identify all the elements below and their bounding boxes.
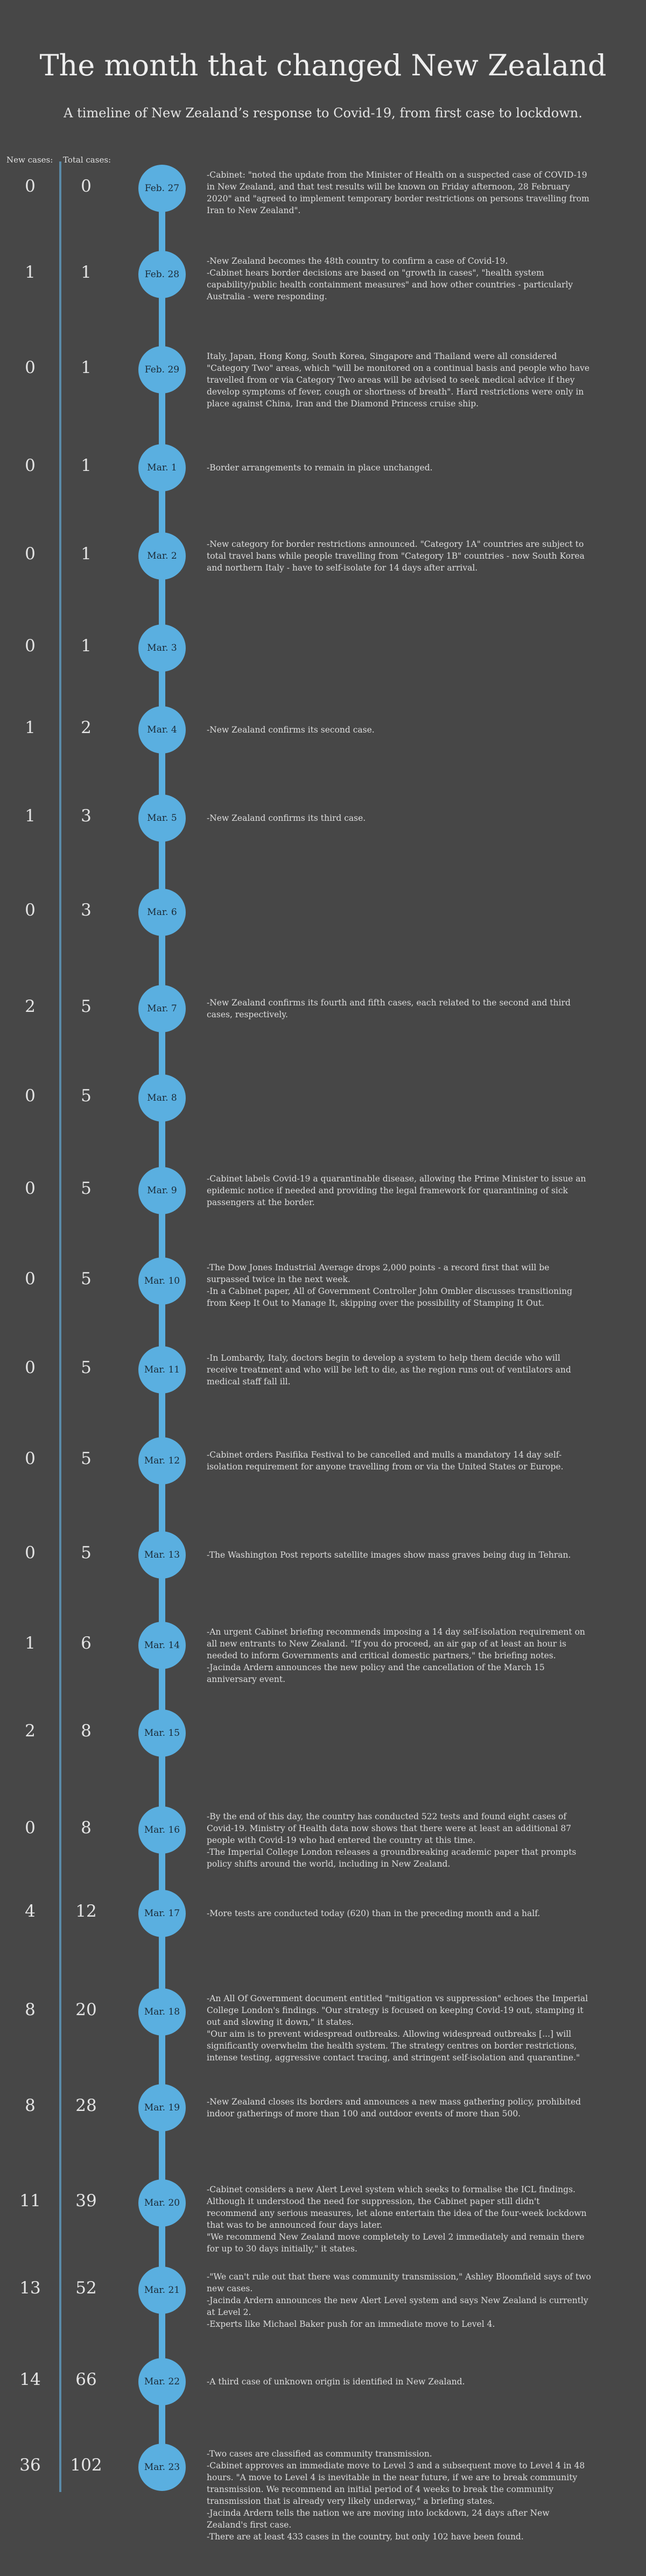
event-text: -Cabinet hears border decisions are based on "growth in cases", "health system capability/public health containment measures" and how other countries - particularly Australia - were responding.: [207, 268, 573, 301]
event-text: -New Zealand confirms its second case.: [207, 725, 375, 735]
event-list: [207, 2271, 592, 2330]
event-list: [207, 812, 592, 824]
event-list: [207, 169, 592, 216]
new-cases-value: 0: [25, 1086, 36, 1106]
date-node: Mar. 4: [138, 706, 186, 754]
new-cases-value: 0: [25, 1449, 36, 1468]
total-cases-value: 5: [81, 1179, 92, 1198]
date-node: Mar. 13: [138, 1531, 186, 1579]
event-text: "We recommend New Zealand move completely to Level 2 immediately and remain there for up to 30 days initially," it states.: [207, 2232, 585, 2254]
total-cases-value: 5: [81, 1543, 92, 1563]
timeline-row: [0, 2272, 646, 2329]
timeline-row: [0, 1263, 646, 1308]
event-text: -Jacinda Ardern announces the new Alert Level system and says New Zealand is currently at Level 2.: [207, 2296, 588, 2317]
date-node: Mar. 5: [138, 794, 186, 842]
date-node: Mar. 10: [138, 1257, 186, 1305]
event-list: [207, 2448, 592, 2543]
event-list: [207, 255, 592, 302]
event-text: -More tests are conducted today (620) than in the preceding month and a half.: [207, 1909, 540, 1918]
new-cases-value: 4: [25, 1902, 36, 1921]
total-cases-value: 20: [75, 2000, 97, 2019]
total-cases-header: Total cases:: [63, 155, 111, 165]
event-list: [207, 1811, 592, 1870]
date-node: Mar. 15: [138, 1709, 186, 1757]
timeline-row: [0, 539, 646, 573]
timeline-row: [0, 2096, 646, 2118]
new-cases-value: 14: [19, 2370, 41, 2389]
event-text: -The Dow Jones Industrial Average drops 2,000 points - a record first that will be surpassed twice in the next week.: [207, 1263, 550, 1284]
total-cases-value: 1: [81, 358, 92, 377]
date-node: Mar. 12: [138, 1437, 186, 1484]
total-cases-value: 8: [81, 1818, 92, 1838]
event-text: -Cabinet considers a new Alert Level system which seeks to formalise the ICL findings. Although it understood the need for suppression, the Cabinet paper still didn't recommend any serious measures, let alone entertain the idea of the four-week lockdown that was to be announced four days later.: [207, 2185, 587, 2230]
event-text: Italy, Japan, Hong Kong, South Korea, Singapore and Thailand were all considered "Category Two" areas, which "will be monitored on a continual basis and people who have travelled from or via Category Two areas will be advised to seek medical advice if they develop symptoms of fever, cough or shortness of breath". Hard restrictions were only in place against China, Iran and the Diamond Princess cruise ship.: [207, 351, 590, 409]
timeline-row: [0, 1174, 646, 1207]
new-cases-value: 0: [25, 1543, 36, 1563]
event-text: -There are at least 433 cases in the country, but only 102 have been found.: [207, 2532, 524, 2542]
event-list: [207, 1352, 592, 1388]
total-cases-value: 1: [81, 636, 92, 656]
event-text: -Cabinet approves an immediate move to Level 3 and a subsequent move to Level 4 in 48 hours. "A move to Level 4 is inevitable in the near future, if we are to break community transmission. We recommend an initial period of 4 weeks to break the community transmission that is already very likely underway," a briefing states.: [207, 2461, 585, 2506]
new-cases-value: 13: [19, 2278, 41, 2298]
event-text: -Jacinda Ardern announces the new policy and the cancellation of the March 15 anniversary event.: [207, 1663, 545, 1684]
timeline-row: [0, 170, 646, 215]
timeline-row: [0, 351, 646, 409]
date-node: Mar. 22: [138, 2358, 186, 2405]
timeline-row: [0, 1994, 646, 2063]
new-cases-value: 0: [25, 177, 36, 196]
event-text: -Cabinet labels Covid-19 a quarantinable disease, allowing the Prime Minister to issue an epidemic notice if needed and providing the legal framework for quarantining of sick passengers at the border.: [207, 1174, 586, 1207]
new-cases-value: 8: [25, 2000, 36, 2019]
total-cases-value: 3: [81, 806, 92, 826]
event-text: -An All Of Government document entitled "mitigation vs suppression" echoes the Imperial College London's findings. "Our strategy is focused on keeping Covid-19 out, stamping it out and slowing it down," it states.: [207, 1994, 588, 2027]
total-cases-value: 1: [81, 544, 92, 564]
date-node: Mar. 8: [138, 1074, 186, 1122]
event-text: -A third case of unknown origin is identified in New Zealand.: [207, 2377, 465, 2387]
new-cases-value: 0: [25, 1269, 36, 1289]
event-text: -New Zealand confirms its fourth and fifth cases, each related to the second and third cases, respectively.: [207, 998, 571, 1019]
event-text: -In a Cabinet paper, All of Government Controller John Ombler discusses transitioning from Keep It Out to Manage It, skipping over the possibility of Stamping It Out.: [207, 1286, 573, 1308]
total-cases-value: 102: [70, 2455, 102, 2475]
new-cases-value: 1: [25, 263, 36, 282]
timeline-row: [0, 2449, 646, 2542]
timeline-row: [0, 2185, 646, 2254]
total-cases-value: 5: [81, 1269, 92, 1289]
new-cases-value: 0: [25, 456, 36, 475]
new-cases-value: 1: [25, 806, 36, 826]
new-cases-value: 0: [25, 1179, 36, 1198]
page-title: The month that changed New Zealand: [39, 48, 607, 82]
timeline-row: [0, 1902, 646, 1921]
timeline-row: [0, 1721, 646, 1741]
timeline-row: [0, 718, 646, 737]
date-node: Mar. 7: [138, 985, 186, 1032]
new-cases-value: 11: [19, 2191, 41, 2211]
date-node: Mar. 21: [138, 2267, 186, 2314]
event-text: -Cabinet: "noted the update from the Minister of Health on a suspected case of COVID-19 in New Zealand, and that test results will be known on Friday afternoon, 28 February 2020" and "agreed to implement temporary border restrictions on persons travelling from Iran to New Zealand".: [207, 170, 589, 215]
timeline-row: [0, 1543, 646, 1563]
event-list: [207, 462, 592, 474]
event-list: [207, 2184, 592, 2255]
event-list: [207, 538, 592, 574]
new-cases-value: 0: [25, 1818, 36, 1838]
timeline-row: [0, 997, 646, 1019]
total-cases-value: 5: [81, 997, 92, 1016]
total-cases-value: 39: [75, 2191, 97, 2211]
event-text: -In Lombardy, Italy, doctors begin to develop a system to help them decide who will receive treatment and who will be left to die, as the region runs out of ventilators and medical staff fall ill.: [207, 1353, 571, 1386]
total-cases-value: 52: [75, 2278, 97, 2298]
timeline-row: [0, 1812, 646, 1869]
event-list: [207, 1173, 592, 1208]
event-text: -Border arrangements to remain in place unchanged.: [207, 463, 433, 473]
total-cases-value: 28: [75, 2096, 97, 2115]
new-cases-value: 0: [25, 358, 36, 377]
new-cases-header: New cases:: [6, 155, 53, 165]
timeline-row: [0, 1353, 646, 1386]
total-cases-value: 8: [81, 1721, 92, 1741]
date-node: Mar. 18: [138, 1988, 186, 2036]
total-cases-value: 1: [81, 456, 92, 475]
new-cases-value: 0: [25, 1358, 36, 1377]
total-cases-value: 5: [81, 1086, 92, 1106]
date-node: Mar. 2: [138, 532, 186, 580]
event-text: -Cabinet orders Pasifika Festival to be cancelled and mulls a mandatory 14 day self-isolation requirement for anyone travelling from or via the United States or Europe.: [207, 1450, 564, 1472]
total-cases-value: 12: [75, 1902, 97, 1921]
event-list: [207, 1993, 592, 2064]
event-list: [207, 997, 592, 1020]
date-node: Mar. 14: [138, 1622, 186, 1669]
new-cases-value: 2: [25, 997, 36, 1016]
date-node: Mar. 6: [138, 889, 186, 936]
date-node: Mar. 3: [138, 624, 186, 672]
page-subtitle: A timeline of New Zealand’s response to Covid-19, from first case to lockdown.: [64, 105, 582, 121]
new-cases-value: 8: [25, 2096, 36, 2115]
timeline-row: [0, 1086, 646, 1106]
date-node: Mar. 20: [138, 2179, 186, 2227]
event-text: "Our aim is to prevent widespread outbreaks. Allowing widespread outbreaks [...] will significantly overwhelm the health system. The strategy centres on border restrictions, intense testing, aggressive contact tracing, and stringent self-isolation and quarantine.": [207, 2029, 580, 2063]
new-cases-value: 0: [25, 900, 36, 920]
event-list: [207, 2096, 592, 2120]
timeline-row: [0, 456, 646, 475]
timeline-row: [0, 1449, 646, 1472]
date-node: Mar. 11: [138, 1346, 186, 1393]
event-list: [207, 2376, 592, 2388]
total-cases-value: 5: [81, 1449, 92, 1468]
event-text: -The Washington Post reports satellite images show mass graves being dug in Tehran.: [207, 1550, 571, 1560]
total-cases-value: 6: [81, 1634, 92, 1653]
new-cases-value: 1: [25, 1634, 36, 1653]
new-cases-value: 2: [25, 1721, 36, 1741]
timeline-row: [0, 256, 646, 301]
event-list: [207, 724, 592, 736]
total-cases-value: 2: [81, 718, 92, 737]
event-list: [207, 1262, 592, 1309]
date-node: Feb. 27: [138, 165, 186, 212]
event-text: -New Zealand confirms its third case.: [207, 813, 366, 823]
total-cases-value: 5: [81, 1358, 92, 1377]
timeline-row: [0, 900, 646, 920]
event-list: [207, 1908, 592, 1919]
event-text: -"We can't rule out that there was community transmission," Ashley Bloomfield says of two new cases.: [207, 2272, 591, 2293]
date-node: Mar. 9: [138, 1167, 186, 1214]
new-cases-value: 0: [25, 544, 36, 564]
date-node: Feb. 28: [138, 251, 186, 298]
new-cases-value: 36: [19, 2455, 41, 2475]
event-text: -The Imperial College London releases a groundbreaking academic paper that prompts policy shifts around the world, including in New Zealand.: [207, 1847, 577, 1869]
date-node: Mar. 17: [138, 1890, 186, 1937]
event-text: -An urgent Cabinet briefing recommends imposing a 14 day self-isolation requirement on all new entrants to New Zealand. "If you do proceed, an air gap of at least an hour is needed to inform Governments and critical domestic partners," the briefing notes.: [207, 1627, 585, 1660]
total-cases-value: 66: [75, 2370, 97, 2389]
date-node: Mar. 1: [138, 444, 186, 491]
date-node: Mar. 23: [138, 2444, 186, 2491]
new-cases-value: 0: [25, 636, 36, 656]
total-cases-value: 1: [81, 263, 92, 282]
date-node: Mar. 19: [138, 2084, 186, 2131]
event-list: [207, 1626, 592, 1685]
timeline-row: [0, 806, 646, 826]
timeline-row: [0, 636, 646, 656]
total-cases-value: 3: [81, 900, 92, 920]
event-text: -Jacinda Ardern tells the nation we are moving into lockdown, 24 days after New Zealand's first case.: [207, 2508, 550, 2530]
date-node: Feb. 29: [138, 346, 186, 393]
event-text: -By the end of this day, the country has conducted 522 tests and found eight cases of Covid-19. Ministry of Health data now shows that there were at least an additional 87 people with Covid-19 who had entered the country at this time.: [207, 1812, 572, 1845]
timeline-row: [0, 2370, 646, 2389]
event-list: [207, 350, 592, 410]
total-cases-value: 0: [81, 177, 92, 196]
event-text: -New Zealand closes its borders and announces a new mass gathering policy, prohibited indoor gatherings of more than 100 and outdoor events of more than 500.: [207, 2097, 581, 2118]
event-text: -Two cases are classified as community transmission.: [207, 2449, 432, 2459]
event-list: [207, 1449, 592, 1473]
event-text: -New category for border restrictions announced. "Category 1A" countries are subject to total travel bans while people travelling from "Category 1B" countries - now South Korea and northern Italy - have to self-isolate for 14 days after arrival.: [207, 539, 585, 573]
event-text: -Experts like Michael Baker push for an immediate move to Level 4.: [207, 2319, 495, 2329]
timeline-row: [0, 1627, 646, 1684]
event-list: [207, 1549, 592, 1561]
new-cases-value: 1: [25, 718, 36, 737]
event-text: -New Zealand becomes the 48th country to confirm a case of Covid-19.: [207, 256, 508, 266]
date-node: Mar. 16: [138, 1806, 186, 1854]
